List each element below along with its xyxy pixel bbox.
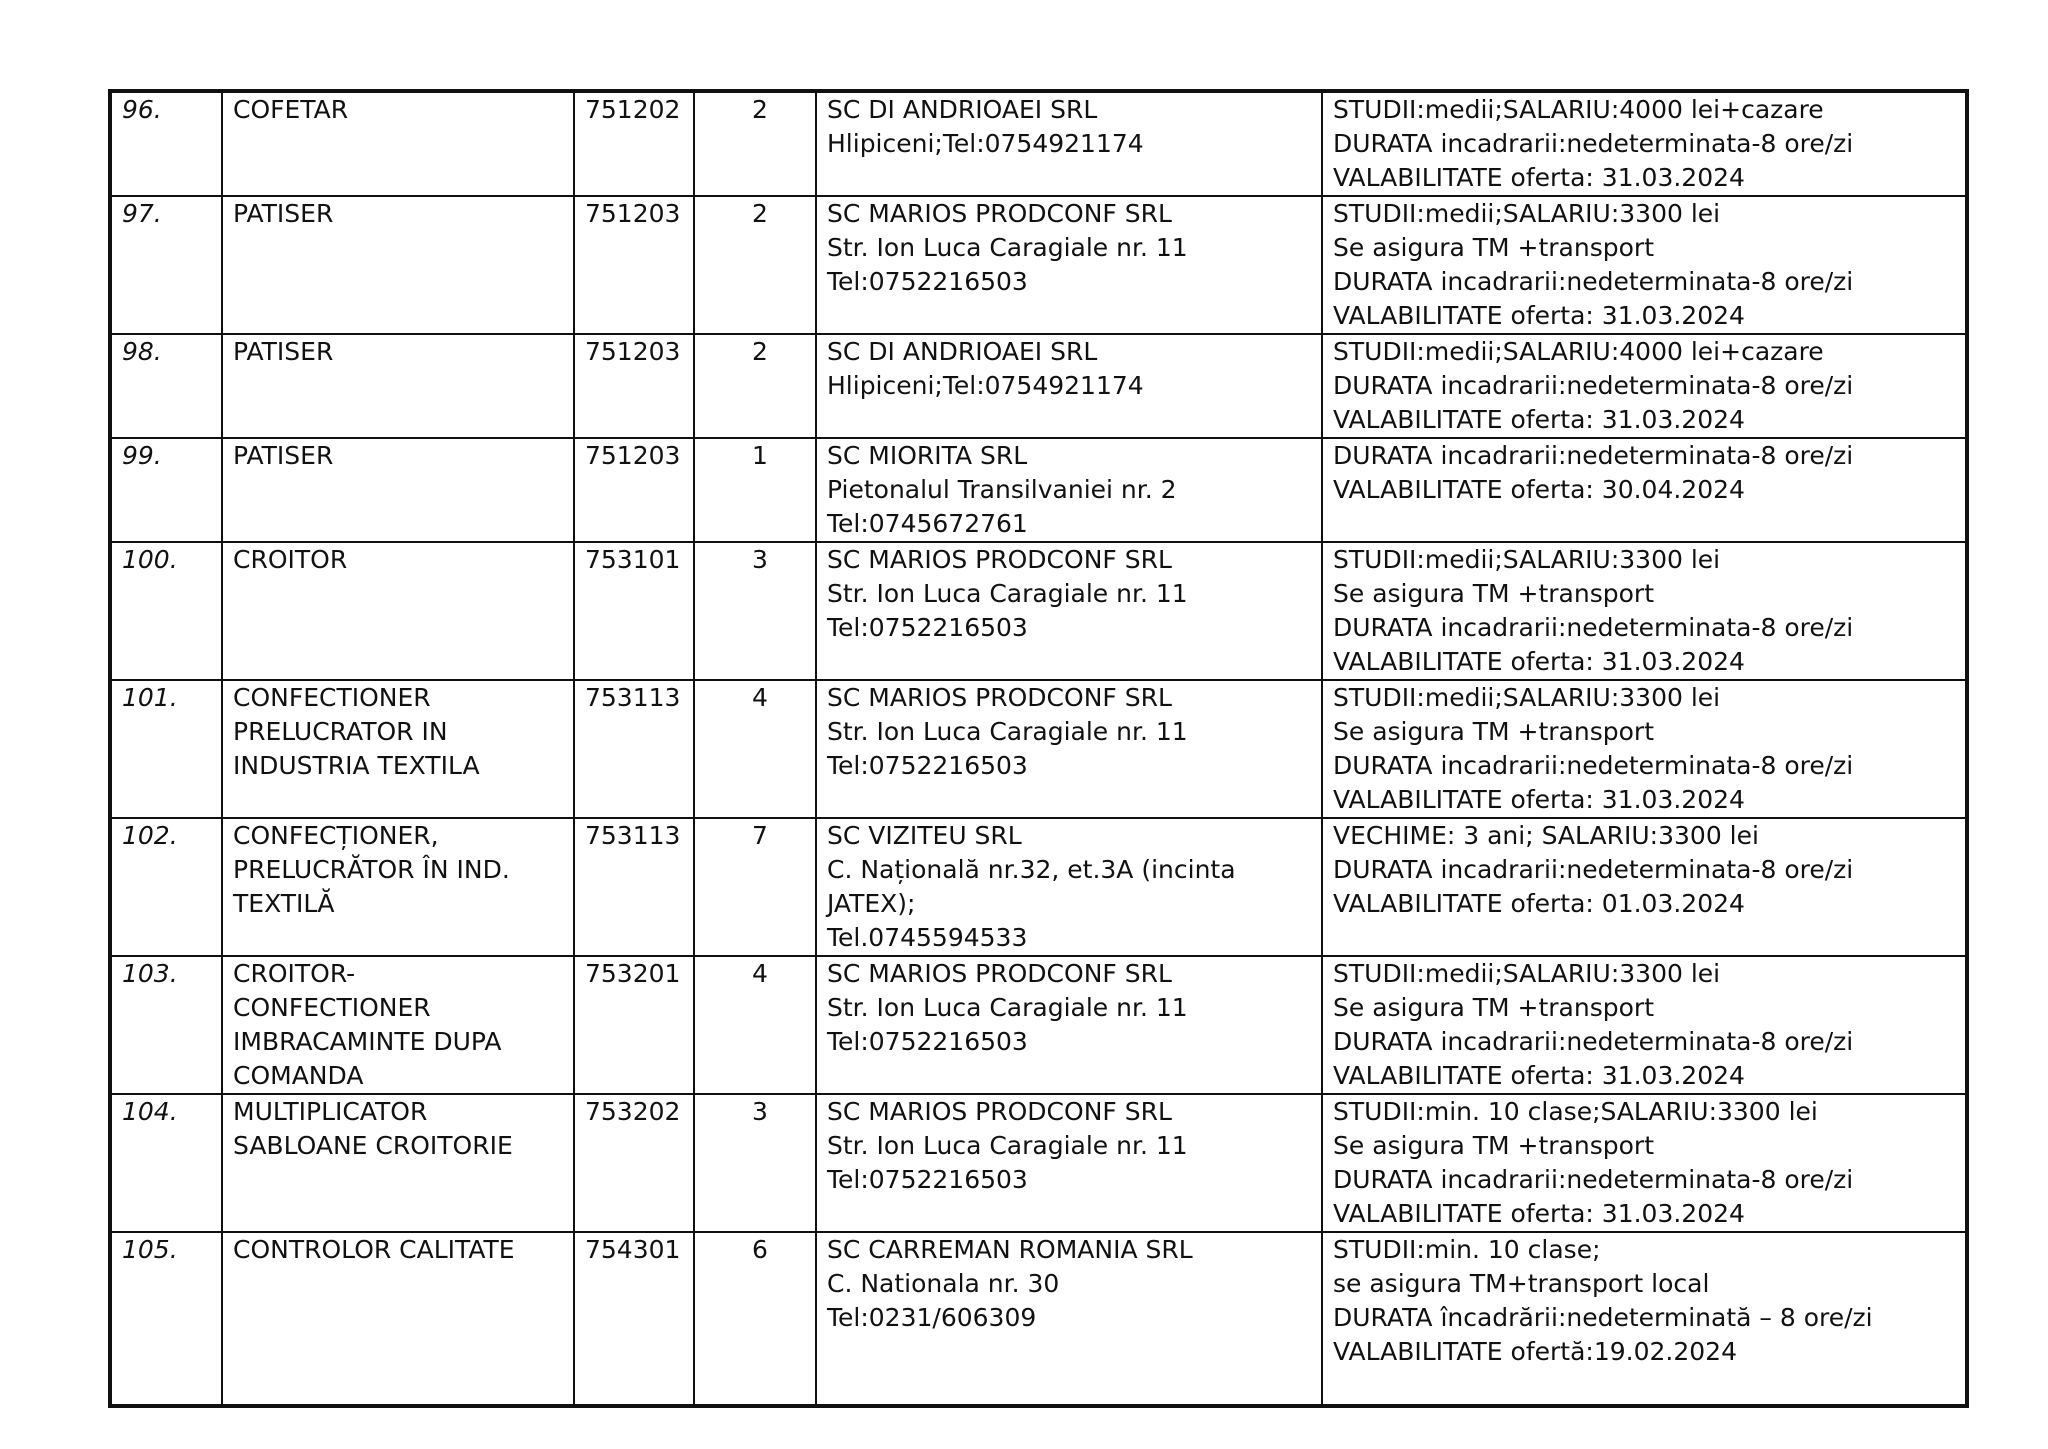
- employer-cell-line: Tel:0752216503: [827, 1165, 1028, 1194]
- vacancy-count-cell: 2: [694, 196, 816, 334]
- cor-code-cell: 753113: [574, 680, 694, 818]
- occupation-cell-line: CONFECTIONER: [233, 683, 431, 712]
- employer-cell-line: Str. Ion Luca Caragiale nr. 11: [827, 233, 1188, 262]
- employer-cell-line: Tel:0752216503: [827, 751, 1028, 780]
- conditions-cell-line: STUDII:medii;SALARIU:3300 lei: [1333, 199, 1721, 228]
- employer-cell-line: Hlipiceni;Tel:0754921174: [827, 129, 1144, 158]
- conditions-cell: [1322, 1232, 1967, 1406]
- employer-cell-line: C. Națională nr.32, et.3A (incinta: [827, 855, 1236, 884]
- occupation-cell-line: COFETAR: [233, 95, 349, 124]
- vacancy-count-cell: 6: [694, 1232, 816, 1406]
- vacancy-count-cell: 3: [694, 542, 816, 680]
- cor-code-cell: 754301: [574, 1232, 694, 1406]
- employer-cell-line: SC MARIOS PRODCONF SRL: [827, 1097, 1172, 1126]
- table-body: [110, 91, 1967, 1406]
- employer-cell-line: Tel:0231/606309: [827, 1303, 1037, 1332]
- row-number: 105.: [110, 1232, 222, 1406]
- table-row: [110, 956, 1967, 1094]
- employer-cell: [816, 1094, 1322, 1232]
- table-row: [110, 91, 1967, 196]
- vacancy-count-cell: 3: [694, 1094, 816, 1232]
- conditions-cell-line: STUDII:medii;SALARIU:3300 lei: [1333, 959, 1721, 988]
- conditions-cell-line: VALABILITATE ofertă:19.02.2024: [1333, 1337, 1737, 1366]
- occupation-cell-line: PATISER: [233, 337, 334, 366]
- conditions-cell-line: STUDII:medii;SALARIU:3300 lei: [1333, 545, 1721, 574]
- row-number: 101.: [110, 680, 222, 818]
- conditions-cell-line: VALABILITATE oferta: 31.03.2024: [1333, 647, 1745, 676]
- cor-code-cell: 751203: [574, 438, 694, 542]
- employer-cell-line: SC MIORITA SRL: [827, 441, 1028, 470]
- employer-cell: [816, 1232, 1322, 1406]
- row-number: 98.: [110, 334, 222, 438]
- conditions-cell-line: STUDII:medii;SALARIU:4000 lei+cazare: [1333, 337, 1824, 366]
- employer-cell: [816, 542, 1322, 680]
- occupation-cell-line: CONFECTIONER: [233, 993, 431, 1022]
- conditions-cell-line: Se asigura TM +transport: [1333, 1131, 1654, 1160]
- conditions-cell-line: DURATA incadrarii:nedeterminata-8 ore/zi: [1333, 751, 1854, 780]
- conditions-cell-line: DURATA incadrarii:nedeterminata-8 ore/zi: [1333, 1027, 1854, 1056]
- conditions-cell-line: VALABILITATE oferta: 01.03.2024: [1333, 889, 1745, 918]
- row-number: 103.: [110, 956, 222, 1094]
- occupation-cell-line: PATISER: [233, 441, 334, 470]
- conditions-cell-line: STUDII:medii;SALARIU:3300 lei: [1333, 683, 1721, 712]
- conditions-cell-line: VALABILITATE oferta: 30.04.2024: [1333, 475, 1745, 504]
- conditions-cell-line: STUDII:min. 10 clase;: [1333, 1235, 1601, 1264]
- row-number: 97.: [110, 196, 222, 334]
- conditions-cell-line: VALABILITATE oferta: 31.03.2024: [1333, 1199, 1745, 1228]
- occupation-cell-line: SABLOANE CROITORIE: [233, 1131, 513, 1160]
- conditions-cell: [1322, 334, 1967, 438]
- employer-cell-line: SC DI ANDRIOAEI SRL: [827, 95, 1098, 124]
- cor-code-cell: 753113: [574, 818, 694, 956]
- occupation-cell: [222, 1094, 574, 1232]
- employer-cell-line: Pietonalul Transilvaniei nr. 2: [827, 475, 1177, 504]
- occupation-cell-line: INDUSTRIA TEXTILA: [233, 751, 480, 780]
- conditions-cell-line: STUDII:min. 10 clase;SALARIU:3300 lei: [1333, 1097, 1818, 1126]
- employer-cell-line: Str. Ion Luca Caragiale nr. 11: [827, 717, 1188, 746]
- table-row: [110, 680, 1967, 818]
- table-row: [110, 1094, 1967, 1232]
- employer-cell-line: SC CARREMAN ROMANIA SRL: [827, 1235, 1193, 1264]
- conditions-cell-line: DURATA incadrarii:nedeterminata-8 ore/zi: [1333, 613, 1854, 642]
- occupation-cell-line: MULTIPLICATOR: [233, 1097, 428, 1126]
- employer-cell-line: JATEX);: [827, 889, 916, 918]
- row-number: 100.: [110, 542, 222, 680]
- employer-cell-line: C. Nationala nr. 30: [827, 1269, 1060, 1298]
- cor-code-cell: 751203: [574, 196, 694, 334]
- occupation-cell-line: PRELUCRĂTOR ÎN IND.: [233, 855, 510, 884]
- conditions-cell-line: Se asigura TM +transport: [1333, 579, 1654, 608]
- conditions-cell-line: Se asigura TM +transport: [1333, 717, 1654, 746]
- conditions-cell-line: VALABILITATE oferta: 31.03.2024: [1333, 1061, 1745, 1090]
- occupation-cell-line: COMANDA: [233, 1061, 364, 1090]
- conditions-cell: [1322, 91, 1967, 196]
- conditions-cell-line: VECHIME: 3 ani; SALARIU:3300 lei: [1333, 821, 1759, 850]
- conditions-cell: [1322, 438, 1967, 542]
- conditions-cell-line: DURATA incadrarii:nedeterminata-8 ore/zi: [1333, 855, 1854, 884]
- vacancy-count-cell: 4: [694, 680, 816, 818]
- employer-cell: [816, 818, 1322, 956]
- conditions-cell: [1322, 680, 1967, 818]
- cor-code-cell: 751203: [574, 334, 694, 438]
- conditions-cell-line: VALABILITATE oferta: 31.03.2024: [1333, 163, 1745, 192]
- conditions-cell-line: STUDII:medii;SALARIU:4000 lei+cazare: [1333, 95, 1824, 124]
- conditions-cell: [1322, 1094, 1967, 1232]
- occupation-cell-line: CONTROLOR CALITATE: [233, 1235, 515, 1264]
- table-row: [110, 196, 1967, 334]
- conditions-cell: [1322, 542, 1967, 680]
- vacancy-count-cell: 4: [694, 956, 816, 1094]
- cor-code-cell: 753201: [574, 956, 694, 1094]
- conditions-cell-line: VALABILITATE oferta: 31.03.2024: [1333, 785, 1745, 814]
- occupation-cell: [222, 956, 574, 1094]
- employer-cell: [816, 91, 1322, 196]
- conditions-cell-line: VALABILITATE oferta: 31.03.2024: [1333, 405, 1745, 434]
- occupation-cell: [222, 542, 574, 680]
- occupation-cell: [222, 818, 574, 956]
- employer-cell: [816, 956, 1322, 1094]
- employer-cell: [816, 196, 1322, 334]
- conditions-cell-line: DURATA incadrarii:nedeterminata-8 ore/zi: [1333, 441, 1854, 470]
- occupation-cell-line: TEXTILĂ: [233, 889, 335, 918]
- conditions-cell: [1322, 196, 1967, 334]
- employer-cell: [816, 680, 1322, 818]
- table-row: [110, 438, 1967, 542]
- occupation-cell: [222, 196, 574, 334]
- employer-cell-line: Hlipiceni;Tel:0754921174: [827, 371, 1144, 400]
- conditions-cell-line: DURATA incadrarii:nedeterminata-8 ore/zi: [1333, 1165, 1854, 1194]
- row-number: 102.: [110, 818, 222, 956]
- occupation-cell-line: IMBRACAMINTE DUPA: [233, 1027, 502, 1056]
- employer-cell: [816, 334, 1322, 438]
- occupation-cell: [222, 334, 574, 438]
- occupation-cell-line: PRELUCRATOR IN: [233, 717, 448, 746]
- occupation-cell: [222, 680, 574, 818]
- employer-cell-line: Str. Ion Luca Caragiale nr. 11: [827, 579, 1188, 608]
- employer-cell-line: Str. Ion Luca Caragiale nr. 11: [827, 993, 1188, 1022]
- conditions-cell: [1322, 818, 1967, 956]
- occupation-cell-line: PATISER: [233, 199, 334, 228]
- table-row: [110, 818, 1967, 956]
- vacancy-count-cell: 2: [694, 91, 816, 196]
- employer-cell-line: SC VIZITEU SRL: [827, 821, 1022, 850]
- occupation-cell: [222, 91, 574, 196]
- employer-cell-line: Tel:0745672761: [827, 509, 1028, 538]
- conditions-cell-line: DURATA incadrarii:nedeterminata-8 ore/zi: [1333, 371, 1854, 400]
- row-number: 99.: [110, 438, 222, 542]
- conditions-cell-line: se asigura TM+transport local: [1333, 1269, 1710, 1298]
- occupation-cell-line: CROITOR-: [233, 959, 356, 988]
- conditions-cell-line: Se asigura TM +transport: [1333, 233, 1654, 262]
- cor-code-cell: 753101: [574, 542, 694, 680]
- employer-cell-line: SC MARIOS PRODCONF SRL: [827, 199, 1172, 228]
- employer-cell-line: Tel.0745594533: [827, 923, 1028, 952]
- employer-cell-line: SC MARIOS PRODCONF SRL: [827, 545, 1172, 574]
- employer-cell-line: Tel:0752216503: [827, 267, 1028, 296]
- employer-cell-line: SC DI ANDRIOAEI SRL: [827, 337, 1098, 366]
- conditions-cell: [1322, 956, 1967, 1094]
- employer-cell-line: Tel:0752216503: [827, 1027, 1028, 1056]
- table-row: [110, 1232, 1967, 1406]
- cor-code-cell: 751202: [574, 91, 694, 196]
- conditions-cell-line: DURATA încadrării:nedeterminată – 8 ore/zi: [1333, 1303, 1873, 1332]
- employer-cell-line: Str. Ion Luca Caragiale nr. 11: [827, 1131, 1188, 1160]
- employer-cell-line: Tel:0752216503: [827, 613, 1028, 642]
- conditions-cell-line: Se asigura TM +transport: [1333, 993, 1654, 1022]
- employer-cell: [816, 438, 1322, 542]
- employer-cell-line: SC MARIOS PRODCONF SRL: [827, 959, 1172, 988]
- row-number: 96.: [110, 91, 222, 196]
- occupation-cell: [222, 438, 574, 542]
- vacancy-count-cell: 1: [694, 438, 816, 542]
- cor-code-cell: 753202: [574, 1094, 694, 1232]
- conditions-cell-line: VALABILITATE oferta: 31.03.2024: [1333, 301, 1745, 330]
- row-number: 104.: [110, 1094, 222, 1232]
- occupation-cell: [222, 1232, 574, 1406]
- vacancy-count-cell: 2: [694, 334, 816, 438]
- conditions-cell-line: DURATA incadrarii:nedeterminata-8 ore/zi: [1333, 267, 1854, 296]
- occupation-cell-line: CROITOR: [233, 545, 348, 574]
- table-row: [110, 334, 1967, 438]
- employer-cell-line: SC MARIOS PRODCONF SRL: [827, 683, 1172, 712]
- occupation-cell-line: CONFECȚIONER,: [233, 821, 439, 850]
- vacancy-count-cell: 7: [694, 818, 816, 956]
- conditions-cell-line: DURATA incadrarii:nedeterminata-8 ore/zi: [1333, 129, 1854, 158]
- job-vacancies-table: [108, 89, 1969, 1408]
- table-row: [110, 542, 1967, 680]
